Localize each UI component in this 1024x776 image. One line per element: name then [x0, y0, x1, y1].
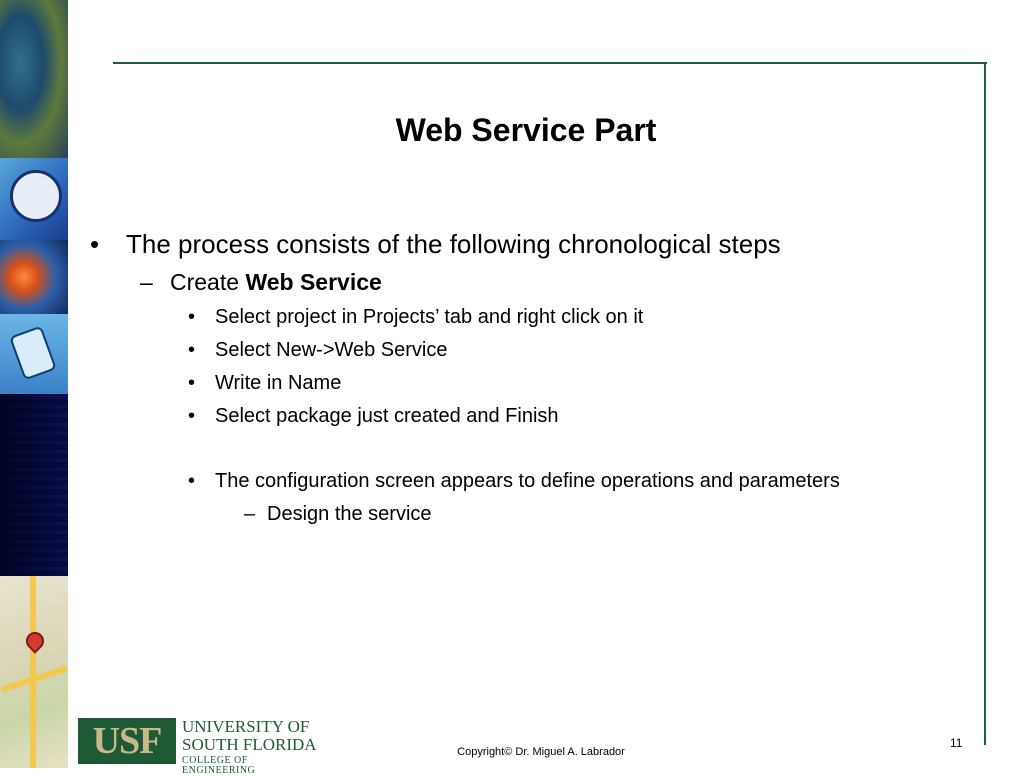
config-subitem [244, 503, 432, 526]
bullet-text-bold: Web Service [245, 269, 382, 295]
street-map-image [0, 576, 68, 768]
logo-line-2: SOUTH FLORIDA [182, 735, 317, 754]
bullet-mark: • [188, 372, 196, 394]
dash-mark: – [140, 269, 153, 295]
step-item [188, 339, 448, 362]
copyright-text: Copyright© Dr. Miguel A. Labrador [457, 746, 625, 758]
circuit-board-image [0, 394, 68, 576]
frame-right-line [984, 62, 986, 745]
frame-top-line [113, 62, 987, 64]
step-text: Select New->Web Service [215, 339, 448, 361]
step-item [188, 405, 559, 428]
bullet-text-plain: Create [170, 269, 246, 295]
bullet-level2 [140, 269, 382, 296]
bullet-mark: • [188, 405, 196, 427]
decorative-image-strip [0, 0, 68, 768]
earth-satellite-image [0, 0, 68, 158]
bullet-level1 [90, 229, 781, 260]
usf-logo-mark: USF [78, 718, 176, 764]
dash-mark: – [244, 503, 256, 525]
slide-title: Web Service Part [395, 112, 657, 148]
bullet-mark: • [90, 229, 100, 259]
logo-line-3: COLLEGE OF ENGINEERING [182, 755, 256, 776]
bullet-mark: • [188, 306, 196, 328]
bullet-mark: • [188, 470, 196, 492]
page-number: 11 [950, 736, 963, 750]
title-container [68, 112, 984, 149]
config-sub-text: Design the service [267, 503, 432, 525]
satellite-icon [10, 170, 62, 222]
config-item [188, 470, 840, 493]
bullet-text: The process consists of the following chronological steps [126, 229, 781, 259]
step-text: Select package just created and Finish [215, 405, 559, 427]
config-text: The configuration screen appears to define operations and parameters [215, 470, 840, 492]
brain-scan-image [0, 240, 68, 314]
bullet-mark: • [188, 339, 196, 361]
step-text: Write in Name [215, 372, 342, 394]
step-item [188, 372, 341, 395]
map-road [30, 576, 36, 768]
step-text: Select project in Projects’ tab and right click on it [215, 306, 644, 328]
step-item [188, 306, 643, 329]
logo-line-1: UNIVERSITY OF [182, 717, 310, 736]
